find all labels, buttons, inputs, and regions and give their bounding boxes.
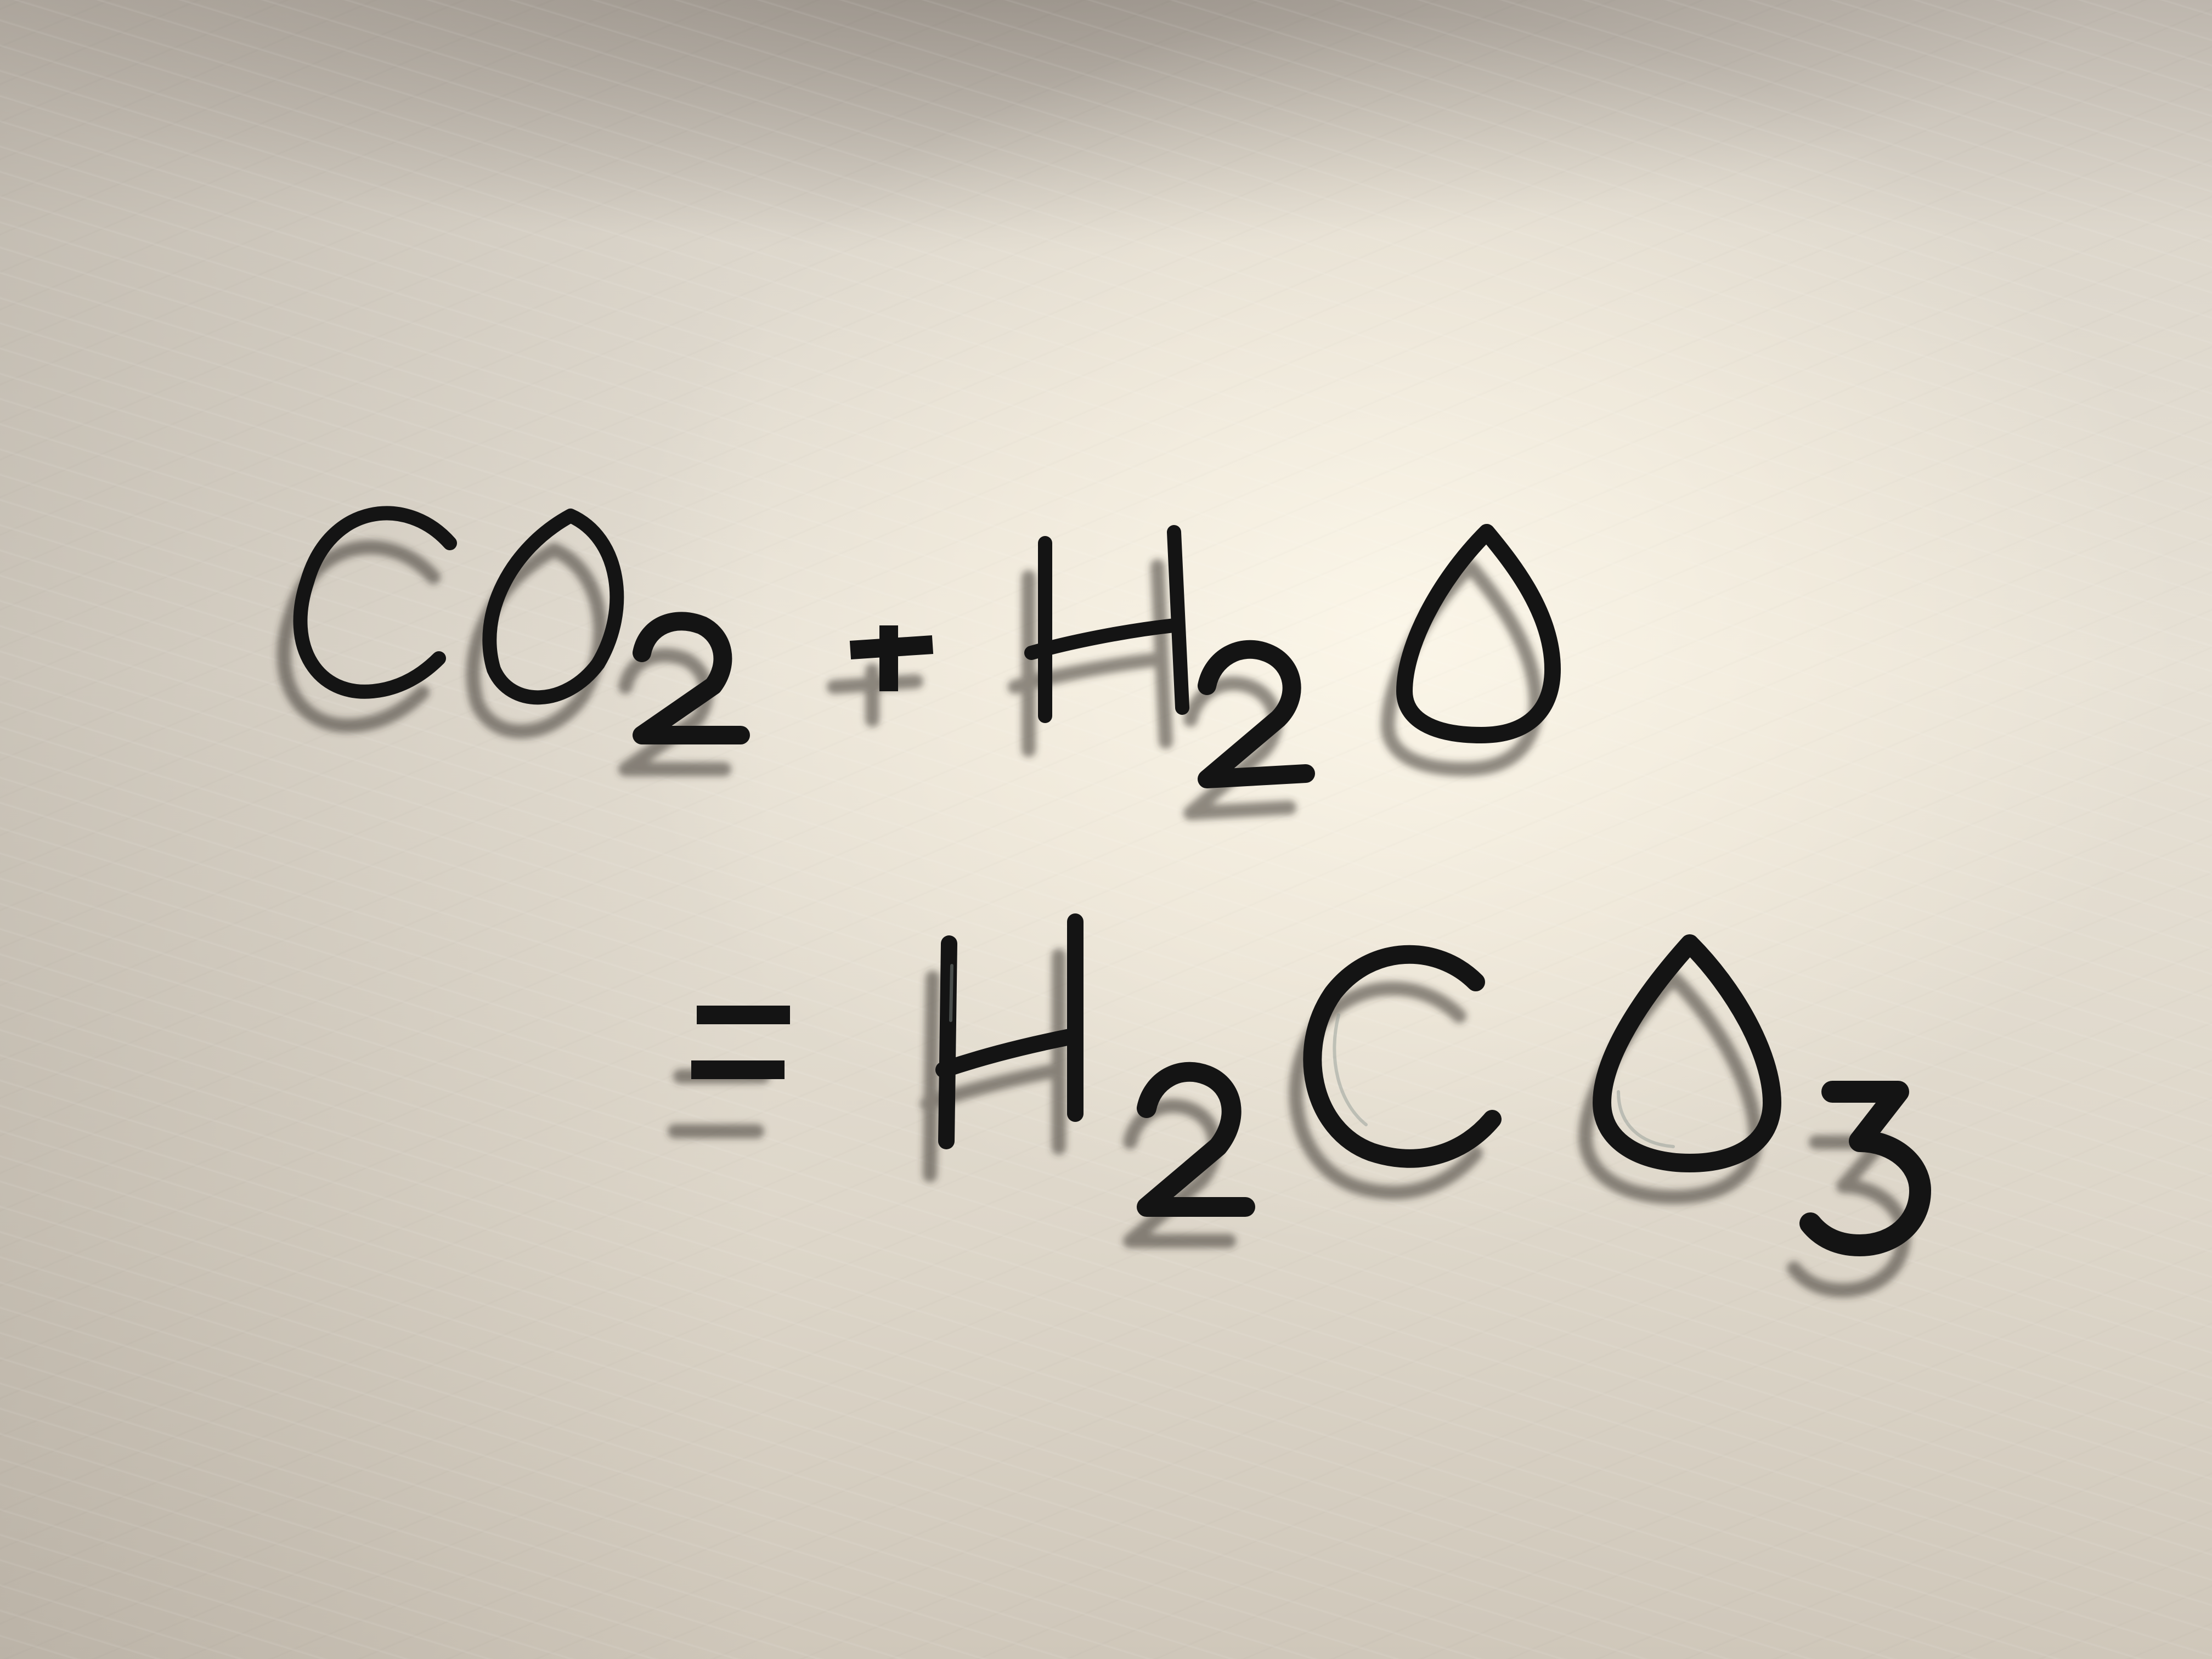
letter-c — [300, 513, 450, 691]
letter-shadows — [284, 547, 1904, 1290]
sign-line-2 — [691, 922, 1920, 1245]
letter-o — [1602, 944, 1772, 1163]
equals-sign — [691, 1015, 790, 1070]
sign-line-1 — [300, 513, 1553, 779]
